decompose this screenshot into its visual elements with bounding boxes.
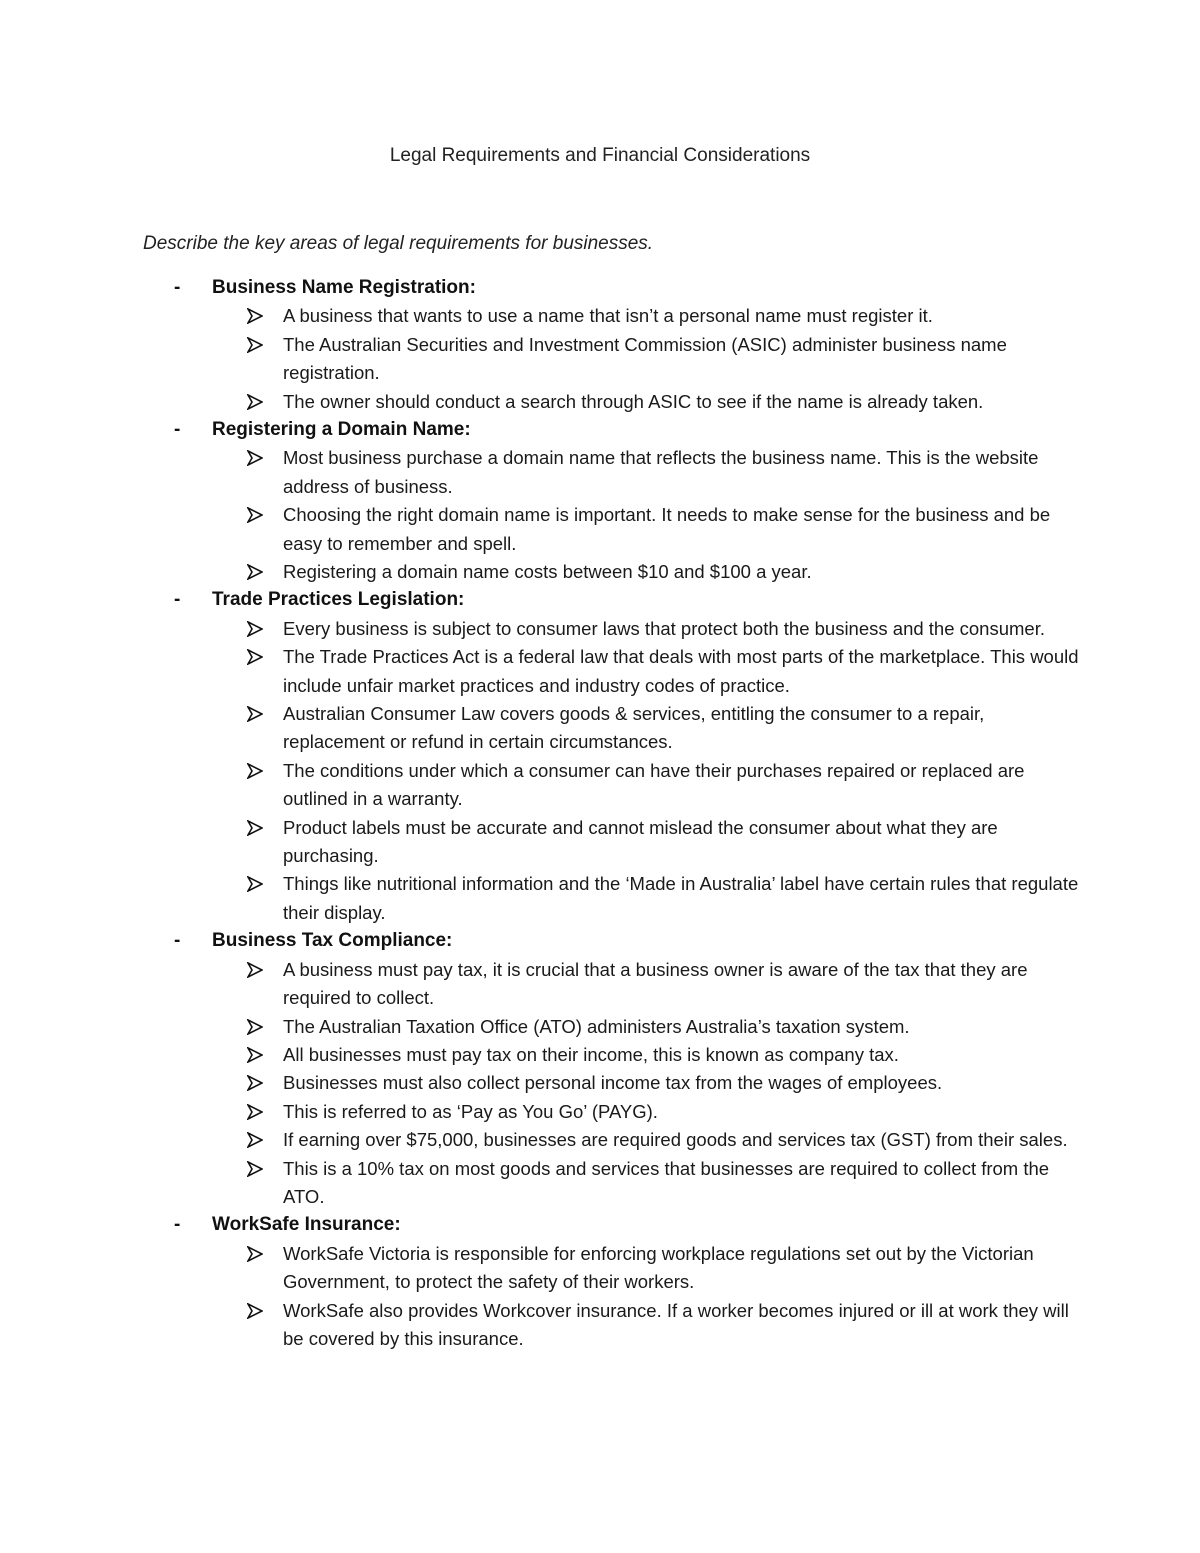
- bullet-text: Registering a domain name costs between $10 and $100 a year.: [283, 561, 812, 583]
- arrowhead-bullet-icon: [247, 1246, 263, 1262]
- arrowhead-bullet-icon: [247, 1104, 263, 1120]
- arrowhead-bullet-icon: [247, 308, 263, 324]
- arrowhead-bullet-icon: [247, 1132, 263, 1148]
- bullet-text: Businesses must also collect personal income tax from the wages of employees.: [283, 1072, 943, 1094]
- section-title: Business Name Registration:: [212, 277, 476, 298]
- bullet-text: Australian Consumer Law covers goods & services, entitling the consumer to a repair, replacement or refund in certain circumstances.: [283, 703, 985, 753]
- bullet-text: WorkSafe Victoria is responsible for enforcing workplace regulations set out by the Victorian Government, to protect the safety of their workers.: [283, 1242, 1034, 1293]
- section-heading: [0, 1211, 1200, 1239]
- bullet-text: The Trade Practices Act is a federal law that deals with most parts of the marketplace. This would include unfair market practices and industry codes of practice.: [283, 646, 1079, 696]
- dash-marker: -: [174, 930, 181, 952]
- bullet-item: [0, 1126, 1083, 1154]
- bullet-item: [0, 388, 1083, 416]
- arrowhead-bullet-icon: [247, 450, 263, 466]
- bullet-text: Most business purchase a domain name that reflects the business name. This is the website address of business.: [283, 447, 1039, 497]
- section-title: Registering a Domain Name:: [212, 419, 471, 441]
- bullet-text: The Australian Securities and Investment Commission (ASIC) administer business name registration.: [283, 333, 1007, 384]
- bullet-text: The owner should conduct a search through ASIC to see if the name is already taken.: [283, 390, 984, 412]
- arrowhead-bullet-icon: [247, 337, 263, 353]
- bullet-list: [0, 444, 1200, 586]
- section: [0, 274, 1200, 416]
- bullet-item: [0, 870, 1083, 927]
- bullet-list: [0, 302, 1200, 416]
- bullet-text: Every business is subject to consumer laws that protect both the business and the consumer.: [283, 617, 1045, 639]
- section-heading: [0, 416, 1200, 444]
- section: [0, 927, 1200, 1211]
- section-title: WorkSafe Insurance:: [212, 1214, 401, 1236]
- arrowhead-bullet-icon: [247, 706, 263, 722]
- dash-marker: -: [174, 1214, 181, 1236]
- section: [0, 416, 1200, 586]
- bullet-item: [0, 956, 1083, 1013]
- bullet-text: Choosing the right domain name is important. It needs to make sense for the business and be easy to remember and spell.: [283, 504, 1051, 554]
- bullet-list: [0, 615, 1200, 927]
- arrowhead-bullet-icon: [247, 394, 263, 410]
- bullet-text: The Australian Taxation Office (ATO) administers Australia’s taxation system.: [283, 1015, 910, 1037]
- bullet-item: [0, 501, 1083, 558]
- bullet-item: [0, 444, 1083, 501]
- bullet-text: This is referred to as ‘Pay as You Go’ (PAYG).: [283, 1100, 658, 1122]
- bullet-text: Product labels must be accurate and cannot mislead the consumer about what they are purchasing.: [283, 816, 998, 867]
- dash-marker: -: [174, 419, 181, 441]
- bullet-text: All businesses must pay tax on their income, this is known as company tax.: [283, 1043, 899, 1065]
- section: [0, 586, 1200, 927]
- bullet-item: [0, 615, 1083, 643]
- arrowhead-bullet-icon: [247, 1161, 263, 1177]
- bullet-text: WorkSafe also provides Workcover insurance. If a worker becomes injured or ill at work they will be covered by this insurance.: [283, 1299, 1069, 1349]
- bullet-item: [0, 1041, 1083, 1069]
- bullet-item: [0, 1240, 1083, 1297]
- section-list: [0, 274, 1200, 1353]
- section-heading: [0, 274, 1200, 302]
- arrowhead-bullet-icon: [247, 1303, 263, 1319]
- section: [0, 1211, 1200, 1353]
- bullet-item: [0, 331, 1083, 388]
- arrowhead-bullet-icon: [247, 1019, 263, 1035]
- bullet-item: [0, 757, 1083, 814]
- bullet-item: [0, 1098, 1083, 1126]
- bullet-item: [0, 1155, 1083, 1212]
- arrowhead-bullet-icon: [247, 507, 263, 523]
- arrowhead-bullet-icon: [247, 876, 263, 892]
- arrowhead-bullet-icon: [247, 621, 263, 637]
- bullet-item: [0, 700, 1083, 757]
- bullet-text: A business must pay tax, it is crucial that a business owner is aware of the tax that they are required to collect.: [283, 958, 1028, 1009]
- bullet-item: [0, 1013, 1083, 1041]
- section-heading: [0, 927, 1200, 955]
- dash-marker: -: [174, 277, 181, 298]
- document-title: Legal Requirements and Financial Considerations: [389, 145, 811, 166]
- question-prompt: Describe the key areas of legal requirements for businesses.: [143, 233, 654, 254]
- bullet-list: [0, 1240, 1200, 1354]
- bullet-item: [0, 643, 1083, 700]
- dash-marker: -: [174, 589, 181, 611]
- bullet-item: [0, 814, 1083, 871]
- section-heading: [0, 586, 1200, 614]
- bullet-text: If earning over $75,000, businesses are required goods and services tax (GST) from their sales.: [283, 1129, 1068, 1151]
- section-title: Trade Practices Legislation:: [212, 589, 465, 611]
- arrowhead-bullet-icon: [247, 1047, 263, 1063]
- bullet-text: A business that wants to use a name that isn’t a personal name must register it.: [283, 305, 933, 327]
- bullet-item: [0, 302, 1083, 330]
- bullet-item: [0, 1297, 1083, 1354]
- arrowhead-bullet-icon: [247, 962, 263, 978]
- bullet-text: The conditions under which a consumer can have their purchases repaired or replaced are outlined in a warranty.: [283, 759, 1025, 810]
- arrowhead-bullet-icon: [247, 820, 263, 836]
- bullet-item: [0, 1069, 1083, 1097]
- section-title: Business Tax Compliance:: [212, 930, 453, 952]
- bullet-item: [0, 558, 1083, 586]
- bullet-text: This is a 10% tax on most goods and services that businesses are required to collect from the ATO.: [283, 1157, 1050, 1207]
- arrowhead-bullet-icon: [247, 1075, 263, 1091]
- arrowhead-bullet-icon: [247, 763, 263, 779]
- bullet-text: Things like nutritional information and the ‘Made in Australia’ label have certain rules that regulate their display.: [283, 873, 1079, 923]
- arrowhead-bullet-icon: [247, 564, 263, 580]
- arrowhead-bullet-icon: [247, 649, 263, 665]
- bullet-list: [0, 956, 1200, 1212]
